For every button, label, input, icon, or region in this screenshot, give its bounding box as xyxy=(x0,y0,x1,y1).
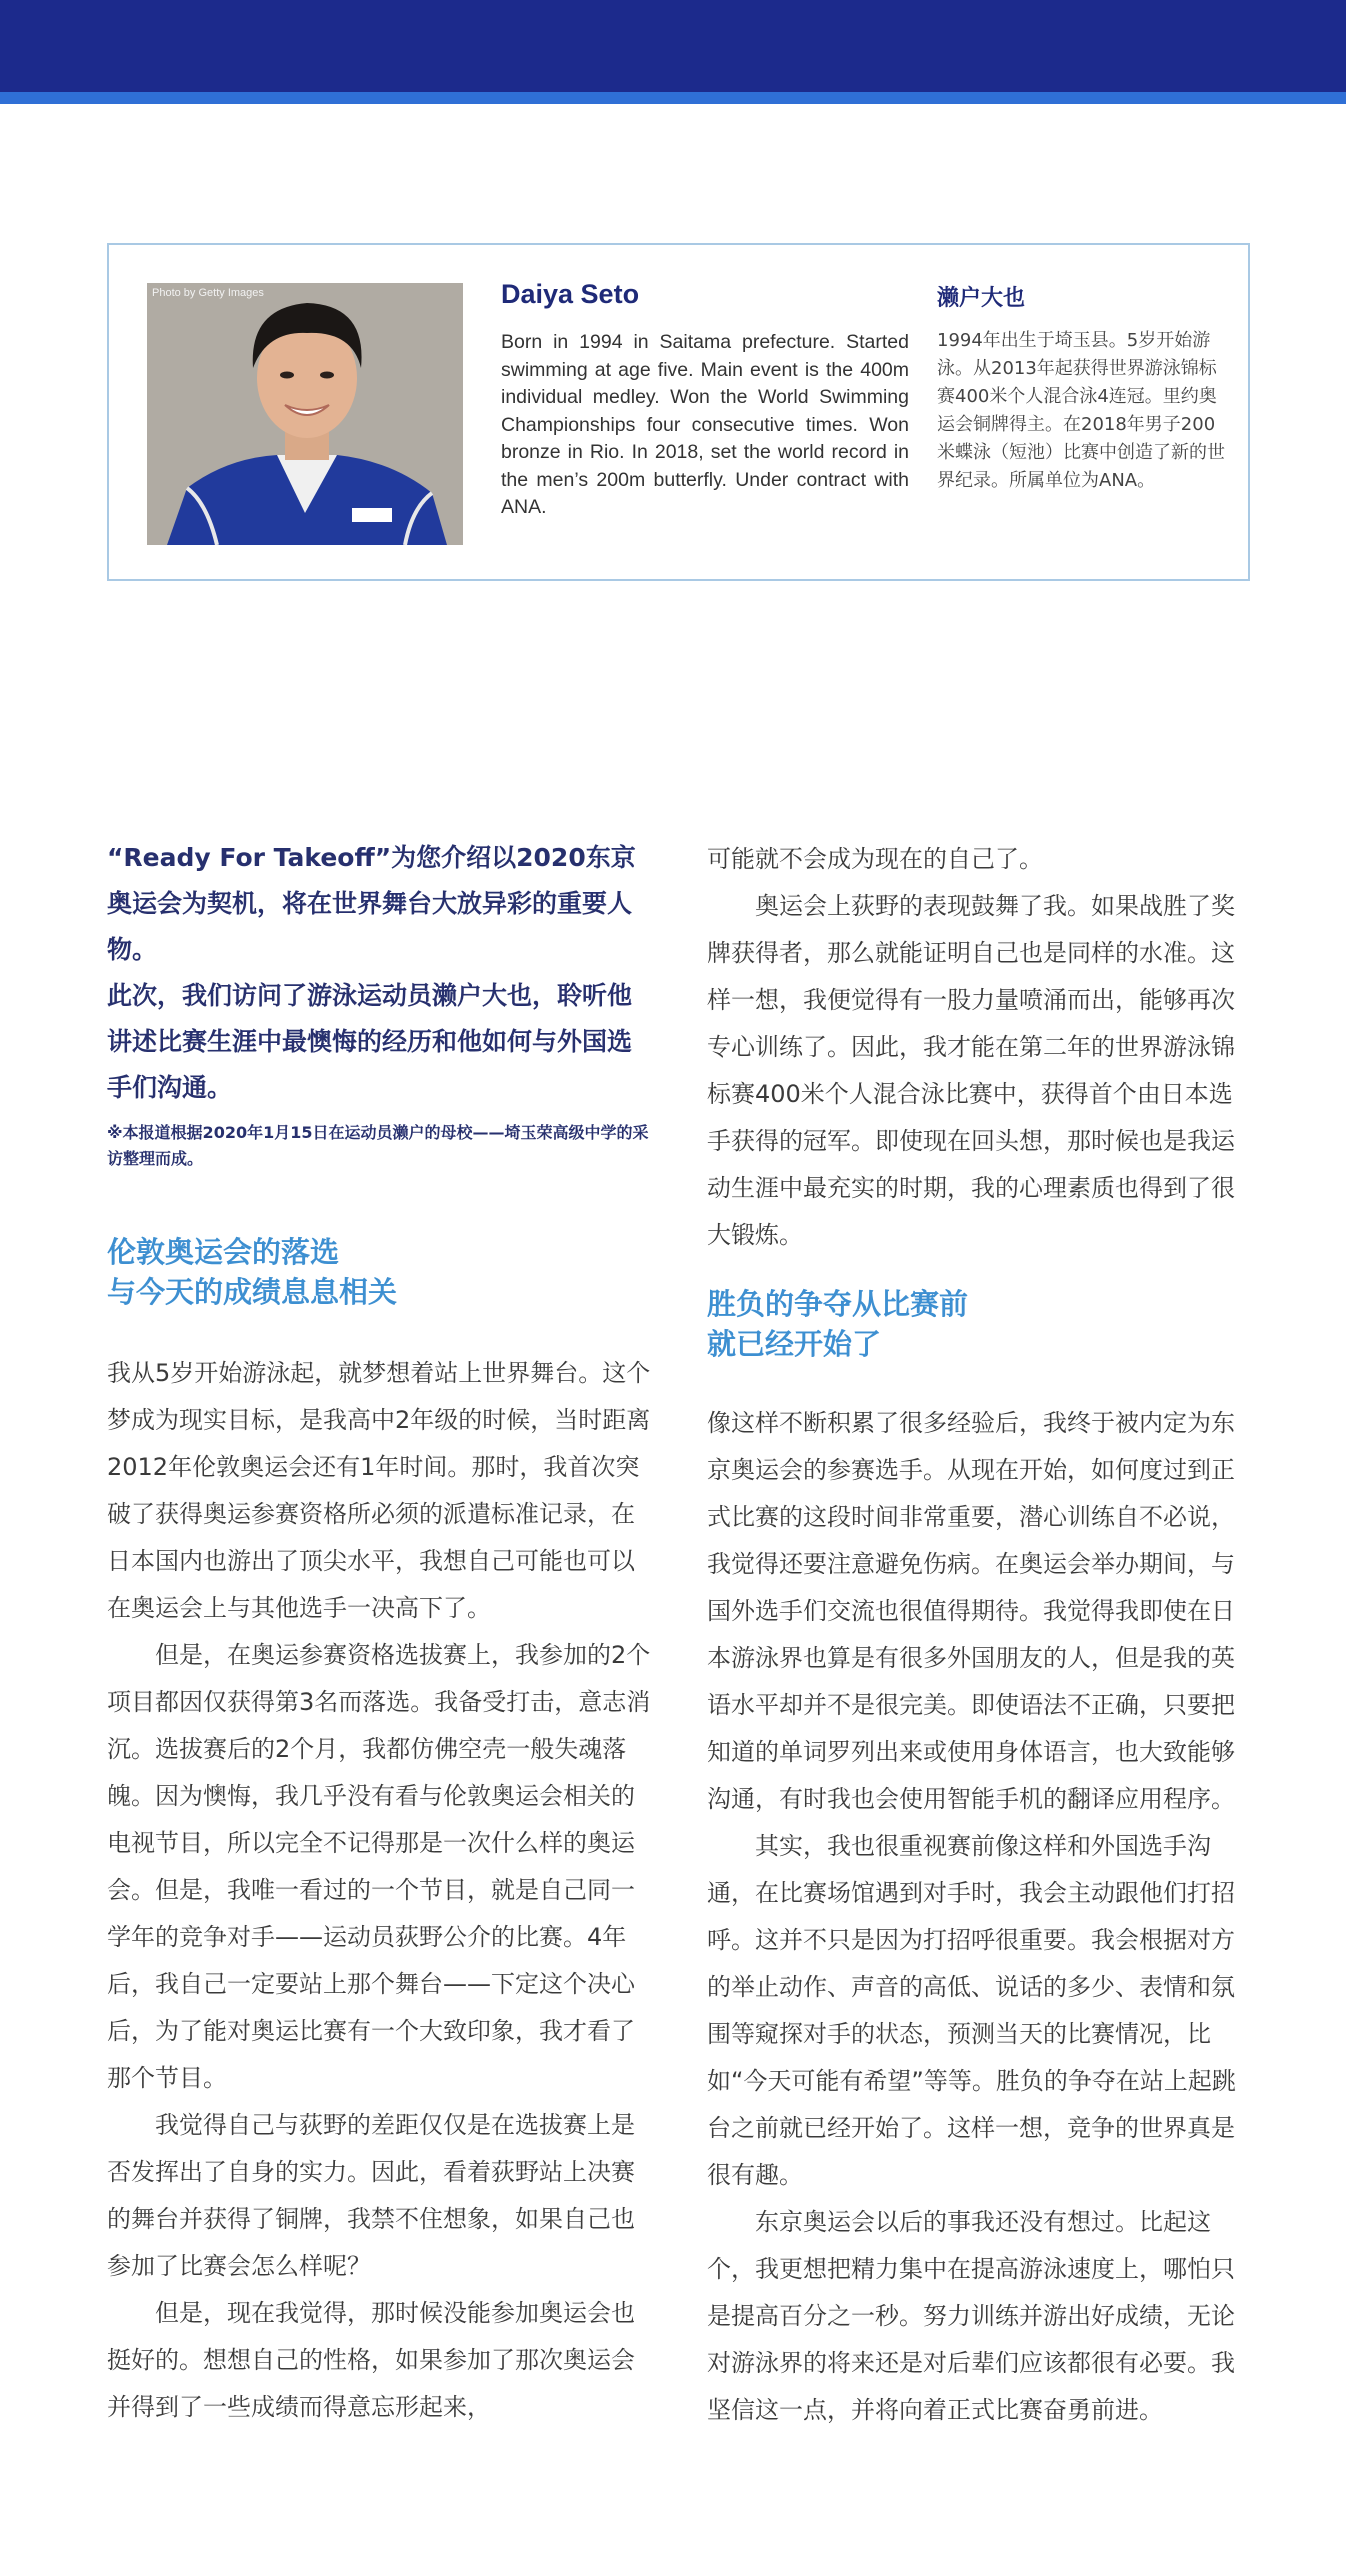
athlete-bio-en: Born in 1994 in Saitama prefecture. Started swimming at age five. Main event is the 400m individual medley. Won the World Swimming Championships four consecutive times. Won bronze in Rio. In 2018, set the world record in the men’s 200m butterfly. Under contract with ANA. xyxy=(501,331,909,518)
header-band xyxy=(0,0,1346,92)
body-paragraph: 其实，我也很重视赛前像这样和外国选手沟通，在比赛场馆遇到对手时，我会主动跟他们打招呼。这并不只是因为打招呼很重要。我会根据对方的举止动作、声音的高低、说话的多少、表情和氛围等窥探对手的状态，预测当天的比赛情况，比如“今天可能有希望”等等。胜负的争夺在站上起跳台之前就已经开始了。这样一想，竞争的世界真是很有趣。 xyxy=(707,1832,1236,2189)
body-paragraph: 像这样不断积累了很多经验后，我终于被内定为东京奥运会的参赛选手。从现在开始，如何度过到正式比赛的这段时间非常重要，潜心训练自不必说，我觉得还要注意避免伤病。在奥运会举办期间，与国外选手们交流也很值得期待。我觉得我即使在日本游泳界也算是有很多外国朋友的人，但是我的英语水平却并不是很完美。即使语法不正确，只要把知道的单词罗列出来或使用身体语言，也大致能够沟通，有时我也会使用智能手机的翻译应用程序。 xyxy=(707,1409,1235,1813)
intro-paragraph: “Ready For Takeoff”为您介绍以2020东京奥运会为契机，将在世界舞台大放异彩的重要人物。 xyxy=(107,843,636,964)
athlete-name-en: Daiya Seto xyxy=(501,279,640,309)
body-paragraph: 我从5岁开始游泳起，就梦想着站上世界舞台。这个梦成为现实目标，是我高中2年级的时候，当时距离2012年伦敦奥运会还有1年时间。那时，我首次突破了获得奥运参赛资格所必须的派遣标准记录，在日本国内也游出了顶尖水平，我想自己可能也可以在奥运会上与其他选手一决高下了。 xyxy=(107,1359,651,1622)
body-paragraph: 东京奥运会以后的事我还没有想过。比起这个，我更想把精力集中在提高游泳速度上，哪怕只是提高百分之一秒。努力训练并游出好成绩，无论对游泳界的将来还是对后辈们应该都很有必要。我坚信这一点，并将向着正式比赛奋勇前进。 xyxy=(707,2208,1235,2424)
body-paragraph: 奥运会上荻野的表现鼓舞了我。如果战胜了奖牌获得者，那么就能证明自己也是同样的水准。这样一想，我便觉得有一股力量喷涌而出，能够再次专心训练了。因此，我才能在第二年的世界游泳锦标赛400米个人混合泳比赛中，获得首个由日本选手获得的冠军。即使现在回头想，那时候也是我运动生涯中最充实的时期，我的心理素质也得到了很大锻炼。 xyxy=(707,892,1235,1249)
interview-note: ※本报道根据2020年1月15日在运动员濑户的母校——埼玉荣高级中学的采访整理而成。 xyxy=(107,1123,649,1168)
profile-box xyxy=(107,243,1250,581)
article-column-right-bottom xyxy=(707,1400,1255,2434)
intro-paragraph: 此次，我们访问了游泳运动员濑户大也，聆听他讲述比赛生涯中最懊悔的经历和他如何与外国选手们沟通。 xyxy=(107,981,633,1102)
heading-line: 与今天的成绩息息相关 xyxy=(107,1275,398,1309)
body-paragraph: 但是，现在我觉得，那时候没能参加奥运会也挺好的。想想自己的性格，如果参加了那次奥运会并得到了一些成绩而得意忘形起来， xyxy=(107,2299,635,2421)
section-heading-london xyxy=(107,1232,655,1312)
header-stripe xyxy=(0,92,1346,104)
article-column-left xyxy=(107,1350,655,2431)
athlete-bio-cn: 1994年出生于埼玉县。5岁开始游泳。从2013年起获得世界游泳锦标赛400米个人混合泳4连冠。里约奥运会铜牌得主。在2018年男子200米蝶泳（短池）比赛中创造了新的世界纪录。所属单位为ANA。 xyxy=(937,330,1225,491)
athlete-portrait-graphic xyxy=(147,283,463,545)
athlete-photo xyxy=(147,283,463,545)
section-heading-competition xyxy=(707,1284,1255,1364)
athlete-name-cn: 濑户大也 xyxy=(937,286,1026,311)
article-column-right-top xyxy=(707,836,1255,1259)
body-paragraph: 但是，在奥运参赛资格选拔赛上，我参加的2个项目都因仅获得第3名而落选。我备受打击，意志消沉。选拔赛后的2个月，我都仿佛空壳一般失魂落魄。因为懊悔，我几乎没有看与伦敦奥运会相关的电视节目，所以完全不记得那是一次什么样的奥运会。但是，我唯一看过的一个节目，就是自己同一学年的竞争对手——运动员荻野公介的比赛。4年后，我自己一定要站上那个舞台——下定这个决心后，为了能对奥运比赛有一个大致印象，我才看了那个节目。 xyxy=(107,1641,651,2092)
heading-line: 就已经开始了 xyxy=(707,1327,882,1361)
heading-line: 伦敦奥运会的落选 xyxy=(107,1235,340,1269)
body-paragraph: 我觉得自己与荻野的差距仅仅是在选拔赛上是否发挥出了自身的实力。因此，看着荻野站上决赛的舞台并获得了铜牌，我禁不住想象，如果自己也参加了比赛会怎么样呢？ xyxy=(107,2111,635,2280)
article-intro xyxy=(107,835,655,1111)
body-paragraph: 可能就不会成为现在的自己了。 xyxy=(707,845,1043,873)
heading-line: 胜负的争夺从比赛前 xyxy=(707,1287,969,1321)
photo-credit: Photo by Getty Images xyxy=(152,287,264,299)
